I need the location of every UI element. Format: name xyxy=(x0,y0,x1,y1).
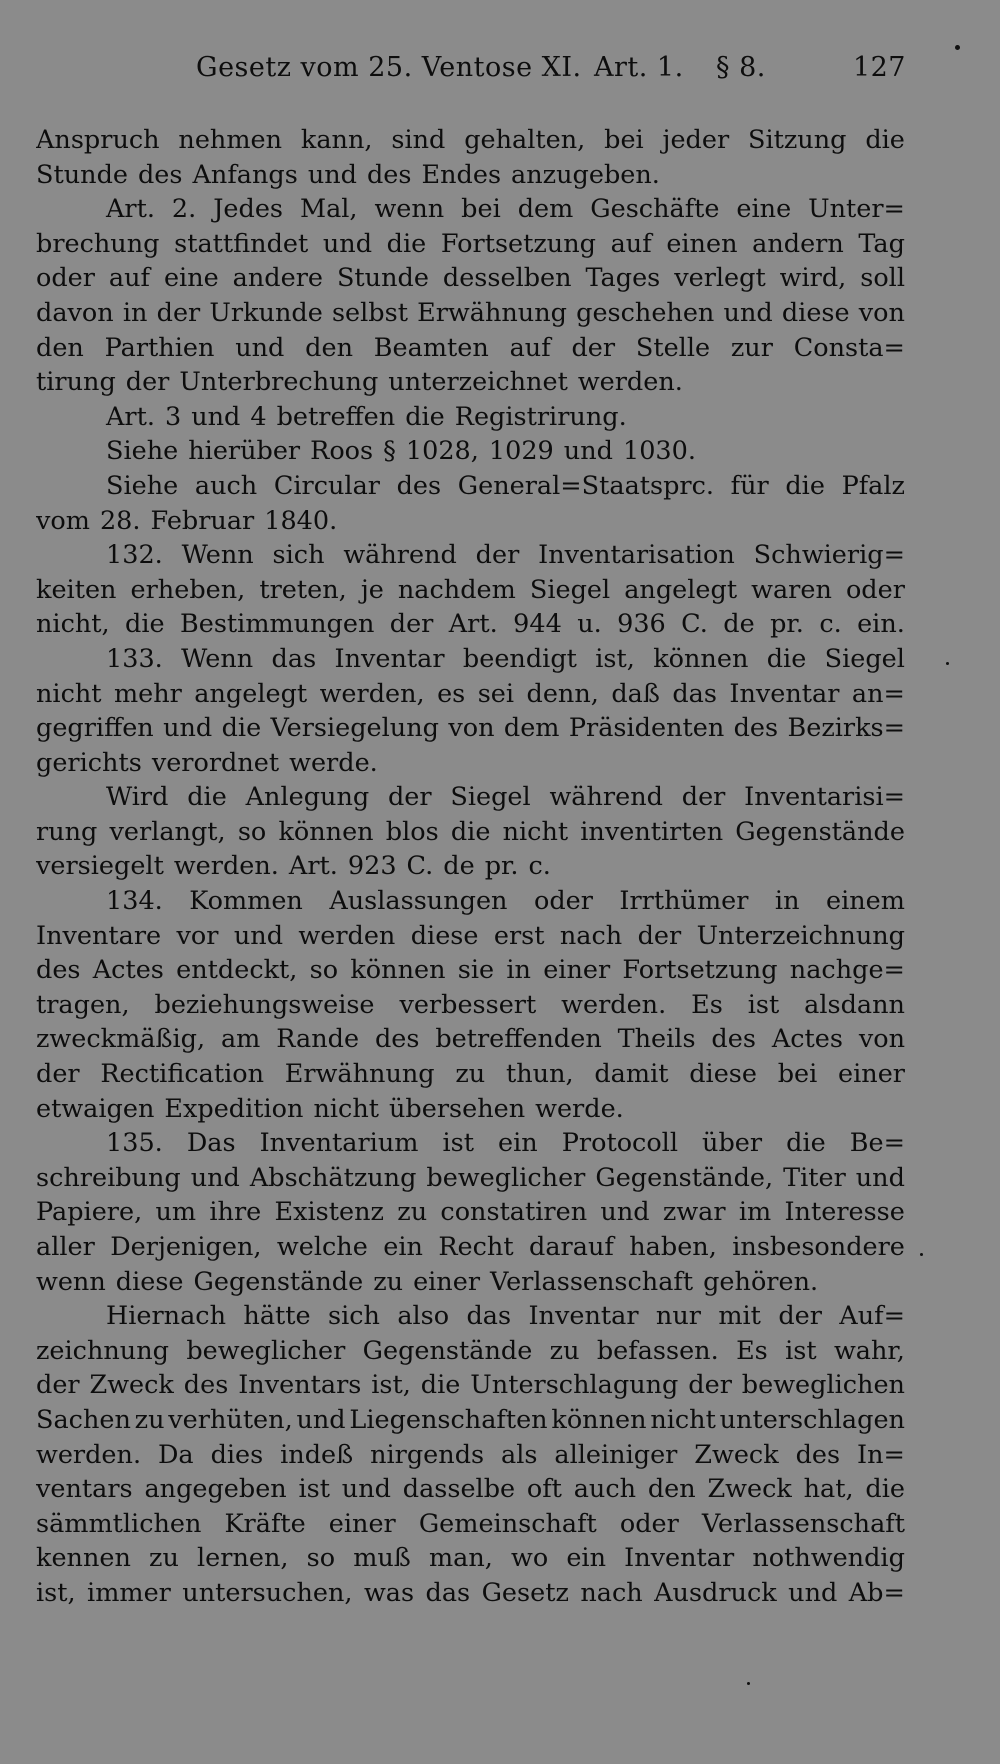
text-line: zweckmäßig, am Rande des betreffenden Theils des Actes von xyxy=(36,1024,905,1055)
scan-speck xyxy=(946,662,949,665)
text-line: 132. Wenn sich während der Inventarisation Schwierig= xyxy=(106,540,905,571)
text-line: sämmtlichen Kräfte einer Gemeinschaft oder Verlassenschaft xyxy=(36,1508,905,1539)
text-line: aller Derjenigen, welche ein Recht darauf haben, insbesondere xyxy=(36,1232,905,1262)
running-header xyxy=(196,52,906,92)
text-line: Inventare vor und werden diese erst nach der Unterzeichnung xyxy=(36,920,905,951)
text-line: der Zweck des Inventars ist, die Unterschlagung der beweglichen xyxy=(36,1370,905,1401)
header-article: Art. 1. xyxy=(594,52,684,83)
text-line: 134. Kommen Auslassungen oder Irrthümer in einem xyxy=(106,886,905,917)
text-line: Sachen zu verhüten, und Liegenschaften können nicht unterschlagen xyxy=(36,1404,905,1435)
text-line: Art. 3 und 4 betreffen die Registrirung. xyxy=(106,401,627,432)
text-line: den Parthien und den Beamten auf der Stelle zur Consta= xyxy=(36,332,905,363)
body-text xyxy=(36,123,905,1611)
text-line: werden. Da dies indeß nirgends als alleiniger Zweck des In= xyxy=(36,1439,905,1470)
scan-speck xyxy=(955,45,960,50)
text-line: kennen zu lernen, so muß man, wo ein Inventar nothwendig xyxy=(36,1543,905,1574)
text-line: Art. 2. Jedes Mal, wenn bei dem Geschäfte eine Unter= xyxy=(106,194,905,225)
text-line: ist, immer untersuchen, was das Gesetz nach Ausdruck und Ab= xyxy=(36,1577,905,1608)
text-line: ventars angegeben ist und dasselbe oft auch den Zweck hat, die xyxy=(36,1474,905,1505)
text-line: zeichnung beweglicher Gegenstände zu befassen. Es ist wahr, xyxy=(36,1335,905,1366)
text-line: Siehe auch Circular des General=Staatsprc. für die Pfalz xyxy=(106,470,905,501)
scan-speck xyxy=(747,1682,750,1685)
text-line: rung verlangt, so können blos die nicht inventirten Gegenstände xyxy=(36,816,905,847)
text-line: Hiernach hätte sich also das Inventar nur mit der Auf= xyxy=(106,1301,905,1332)
text-line: brechung stattfindet und die Fortsetzung auf einen andern Tag xyxy=(36,228,905,259)
page-number: 127 xyxy=(852,52,906,83)
text-line: tragen, beziehungsweise verbessert werden. Es ist alsdann xyxy=(36,989,905,1020)
text-line: gerichts verordnet werde. xyxy=(36,747,378,778)
text-line: Anspruch nehmen kann, sind gehalten, bei jeder Sitzung die xyxy=(36,125,905,155)
header-title: Gesetz vom 25. Ventose XI. xyxy=(196,52,582,83)
text-line: vom 28. Februar 1840. xyxy=(36,505,338,536)
text-line: keiten erheben, treten, je nachdem Siegel angelegt waren oder xyxy=(36,574,905,605)
header-section: § 8. xyxy=(716,52,766,83)
text-line: Siehe hierüber Roos § 1028, 1029 und 1030. xyxy=(106,436,696,467)
text-line: tirung der Unterbrechung unterzeichnet werden. xyxy=(36,367,683,398)
text-line: 135. Das Inventarium ist ein Protocoll über die Be= xyxy=(106,1128,905,1159)
text-line: Wird die Anlegung der Siegel während der Inventarisi= xyxy=(106,782,905,813)
text-line: des Actes entdeckt, so können sie in einer Fortsetzung nachge= xyxy=(36,955,905,986)
text-line: nicht, die Bestimmungen der Art. 944 u. 936 C. de pr. c. ein. xyxy=(36,609,905,640)
text-line: davon in der Urkunde selbst Erwähnung geschehen und diese von xyxy=(36,297,905,328)
text-line: oder auf eine andere Stunde desselben Tages verlegt wird, soll xyxy=(36,263,905,294)
text-line: 133. Wenn das Inventar beendigt ist, können die Siegel xyxy=(106,643,905,674)
text-line: nicht mehr angelegt werden, es sei denn, daß das Inventar an= xyxy=(36,678,905,709)
text-line: gegriffen und die Versiegelung von dem Präsidenten des Bezirks= xyxy=(36,713,905,744)
text-line: Stunde des Anfangs und des Endes anzugeben. xyxy=(36,159,660,190)
text-line: etwaigen Expedition nicht übersehen werde. xyxy=(36,1093,624,1124)
text-line: der Rectification Erwähnung zu thun, damit diese bei einer xyxy=(36,1059,905,1090)
text-line: Papiere, um ihre Existenz zu constatiren und zwar im Interesse xyxy=(36,1197,905,1228)
text-line: schreibung und Abschätzung beweglicher Gegenstände, Titer und xyxy=(36,1162,905,1193)
scan-speck xyxy=(920,1253,923,1256)
text-line: versiegelt werden. Art. 923 C. de pr. c. xyxy=(36,851,551,882)
text-line: wenn diese Gegenstände zu einer Verlassenschaft gehören. xyxy=(36,1266,819,1297)
